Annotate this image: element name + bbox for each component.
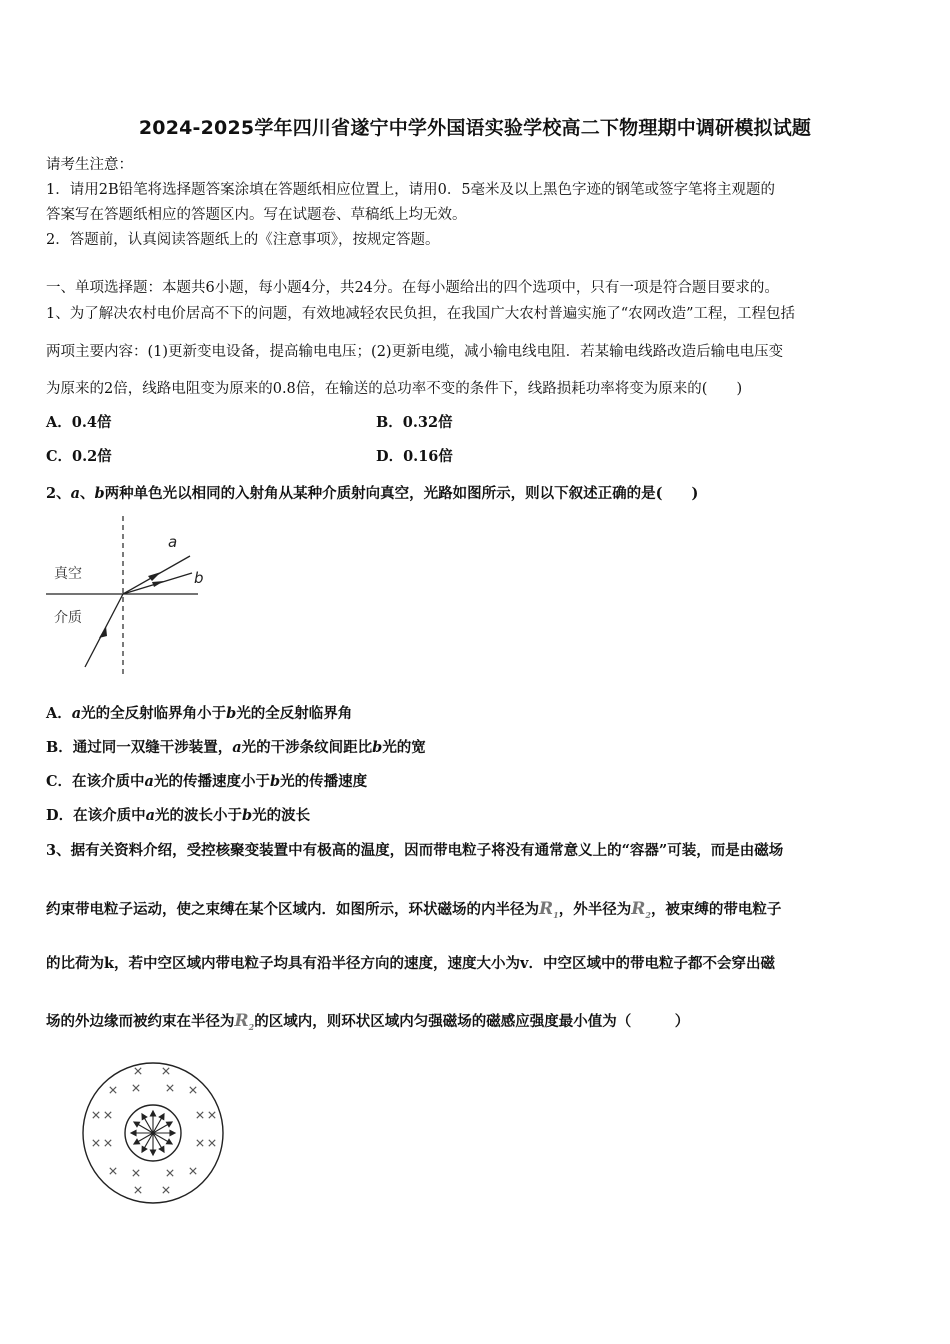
q1-stem-line1: 1、为了解决农村电价居高不下的问题，有效地减轻农民负担，在我国广大农村普遍实施了“农网改造”工程，工程包括: [46, 306, 796, 322]
q2-refraction-figure: [40, 512, 220, 677]
q1-option-c[interactable]: C．0.2倍: [46, 448, 112, 465]
velocity-arrowhead: [170, 1130, 175, 1135]
r2-symbol: $R_2$: [234, 1011, 255, 1032]
field-cross: [110, 1168, 116, 1174]
q2-option-b[interactable]: B．通过同一双缝干涉装置，a光的干涉条纹间距比b光的宽: [46, 739, 426, 756]
field-cross: [209, 1140, 215, 1146]
q3-stem-line2: 约束带电粒子运动，使之束缚在某个区域内．如图所示，环状磁场的内半径为$R_1$，外半径为$R_2$，被束缚的带电粒子: [46, 899, 782, 920]
q1-option-a[interactable]: A．0.4倍: [46, 414, 112, 431]
field-cross: [135, 1187, 141, 1193]
q1-option-d[interactable]: D．0.16倍: [376, 448, 453, 465]
field-cross: [110, 1087, 116, 1093]
velocity-arrowhead: [166, 1139, 172, 1144]
q3-stem-line3: 的比荷为k，若中空区域内带电粒子均具有沿半径方向的速度，速度大小为v．中空区域中的带电粒子都不会穿出磁: [46, 955, 775, 972]
r2-symbol: $R_2$: [631, 899, 651, 920]
velocity-arrowhead: [134, 1139, 140, 1144]
field-cross: [135, 1068, 141, 1074]
q3-stem-line4: 场的外边缘而被约束在半径为$R_2$的区域内，则环状区域内匀强磁场的磁感应强度最小值为（ ）: [46, 1011, 690, 1032]
notice-item-1: 1．请用2B铅笔将选择题答案涂填在答题纸相应位置上，请用0．5毫米及以上黑色字迹的钢笔或签字笔将主观题的: [46, 182, 776, 198]
field-cross: [197, 1112, 203, 1118]
label-b: b: [194, 569, 204, 587]
q2-stem: 2、a、b两种单色光以相同的入射角从某种介质射向真空，光路如图所示，则以下叙述正确的是( ): [46, 485, 699, 502]
velocity-arrowhead: [150, 1111, 155, 1116]
field-cross: [93, 1112, 99, 1118]
field-cross: [105, 1112, 111, 1118]
velocity-arrowhead: [142, 1114, 147, 1120]
velocity-arrowhead: [134, 1122, 140, 1127]
label-vacuum: 真空: [54, 566, 82, 582]
field-cross: [105, 1140, 111, 1146]
incident-arrow: [99, 626, 107, 638]
velocity-arrowhead: [150, 1150, 155, 1155]
q1-option-b[interactable]: B．0.32倍: [376, 414, 453, 431]
label-a: a: [168, 533, 178, 551]
q3-stem-line1: 3、据有关资料介绍，受控核聚变装置中有极高的温度，因而带电粒子将没有通常意义上的“容器”可装，而是由磁场: [46, 842, 784, 859]
field-cross: [197, 1140, 203, 1146]
ray-b-arrow: [152, 581, 164, 587]
field-cross: [167, 1170, 173, 1176]
velocity-arrowhead: [142, 1146, 147, 1152]
velocity-arrowhead: [166, 1122, 172, 1127]
q2-option-c[interactable]: C．在该介质中a光的传播速度小于b光的传播速度: [46, 773, 368, 790]
velocity-arrowhead: [131, 1130, 136, 1135]
field-cross: [133, 1085, 139, 1091]
field-cross: [167, 1085, 173, 1091]
field-cross: [163, 1068, 169, 1074]
field-cross: [190, 1087, 196, 1093]
velocity-arrowhead: [159, 1146, 164, 1152]
r1-symbol: $R_1$: [539, 899, 559, 920]
field-cross: [209, 1112, 215, 1118]
q1-stem-line2: 两项主要内容：(1)更新变电设备，提高输电电压；(2)更新电缆，减小输电线电阻．若某输电线路改造后输电电压变: [46, 344, 784, 360]
page-title: 2024-2025学年四川省遂宁中学外国语实验学校高二下物理期中调研模拟试题: [138, 117, 812, 139]
label-medium: 介质: [54, 610, 82, 626]
section-heading: 一、单项选择题：本题共6小题，每小题4分，共24分。在每小题给出的四个选项中，只有一项是符合题目要求的。: [46, 280, 779, 296]
notice-item-1-cont: 答案写在答题纸相应的答题区内。写在试题卷、草稿纸上均无效。: [46, 207, 467, 223]
q2-option-d[interactable]: D．在该介质中a光的波长小于b光的波长: [46, 807, 311, 824]
velocity-arrowhead: [159, 1114, 164, 1120]
field-cross: [93, 1140, 99, 1146]
ray-a-arrow: [148, 572, 161, 581]
field-cross: [163, 1187, 169, 1193]
velocity-arrows: [131, 1111, 175, 1155]
q1-stem-line3: 为原来的2倍，线路电阻变为原来的0.8倍，在输送的总功率不变的条件下，线路损耗功率将变为原来的( ): [46, 381, 743, 397]
q3-magnetic-ring-figure: [78, 1058, 228, 1208]
notice-heading: 请考生注意：: [46, 157, 133, 173]
field-cross: [190, 1168, 196, 1174]
notice-item-2: 2．答题前，认真阅读答题纸上的《注意事项》，按规定答题。: [46, 232, 440, 248]
field-cross: [133, 1170, 139, 1176]
q2-option-a[interactable]: A．a光的全反射临界角小于b光的全反射临界角: [46, 705, 353, 722]
